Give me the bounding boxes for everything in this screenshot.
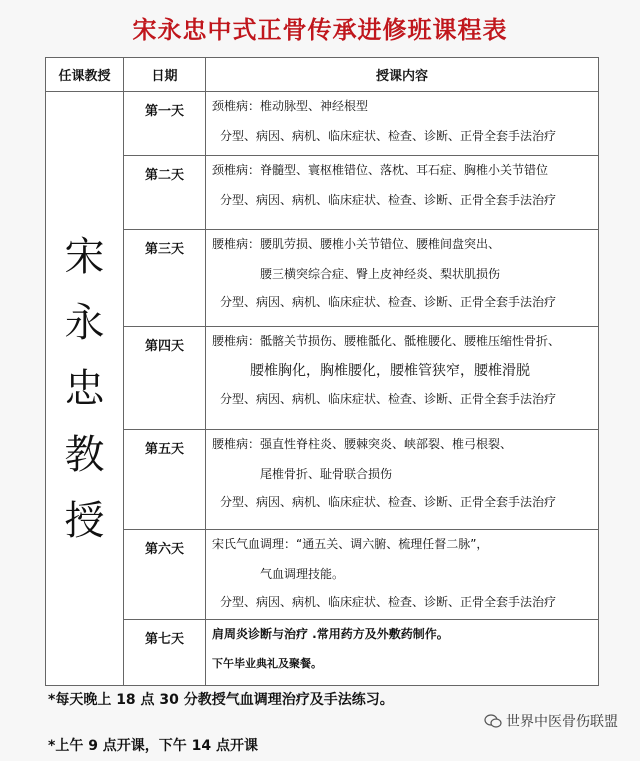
content-line: 分型、病因、病机、临床症状、检查、诊断、正骨全套手法治疗 — [220, 193, 557, 207]
table-row — [46, 92, 599, 156]
table-header-row — [46, 58, 599, 92]
teacher-name — [46, 224, 123, 554]
table-row — [46, 530, 599, 620]
table-row — [46, 327, 599, 430]
content-line: 腰椎病：强直性脊柱炎、腰棘突炎、峡部裂、椎弓根裂、 — [212, 437, 513, 451]
content-line: 尾椎骨折、耻骨联合损伤 — [260, 467, 393, 481]
content-line: 颈椎病：椎动脉型、神经根型 — [212, 99, 369, 113]
day-label: 第二天 — [124, 156, 206, 230]
table-row — [46, 620, 599, 686]
day-label: 第七天 — [124, 620, 206, 686]
header-date: 日期 — [124, 58, 206, 92]
content-line: 肩周炎诊断与治疗 .常用药方及外敷药制作。 — [212, 627, 449, 641]
day-label: 第三天 — [124, 230, 206, 327]
content-line: 腰椎胸化，胸椎腰化，腰椎管狭窄，腰椎滑脱 — [250, 363, 530, 379]
teacher-cell — [46, 92, 124, 686]
day-content — [206, 530, 599, 620]
content-line: 分型、病因、病机、临床症状、检查、诊断、正骨全套手法治疗 — [220, 595, 557, 609]
content-line: 气血调理技能。 — [260, 567, 345, 581]
header-content: 授课内容 — [206, 58, 599, 92]
content-line: 下午毕业典礼及聚餐。 — [212, 657, 322, 670]
footnote-schedule: *上午 9 点开课，下午 14 点开课 — [48, 738, 259, 754]
day-label: 第五天 — [124, 430, 206, 530]
content-line: 分型、病因、病机、临床症状、检查、诊断、正骨全套手法治疗 — [220, 495, 557, 509]
content-line: 分型、病因、病机、临床症状、检查、诊断、正骨全套手法治疗 — [220, 392, 557, 406]
watermark-text: 世界中医骨伤联盟 — [506, 714, 618, 730]
day-content — [206, 230, 599, 327]
content-line: 宋氏气血调理：“通五关、调六腑、梳理任督二脉”， — [212, 537, 489, 551]
teacher-name-char: 永 — [64, 299, 105, 346]
content-line: 颈椎病：脊髓型、寰枢椎错位、落枕、耳石症、胸椎小关节错位 — [212, 163, 549, 177]
page-title: 宋永忠中式正骨传承进修班课程表 — [132, 16, 508, 44]
teacher-name-char: 教 — [64, 431, 105, 478]
day-content — [206, 92, 599, 156]
wechat-icon — [484, 714, 502, 728]
day-content — [206, 620, 599, 686]
schedule-table — [45, 57, 599, 686]
footnote-evening: *每天晚上 18 点 30 分教授气血调理治疗及手法练习。 — [48, 692, 394, 708]
day-content — [206, 156, 599, 230]
content-line: 腰椎病：腰肌劳损、腰椎小关节错位、腰椎间盘突出、 — [212, 237, 501, 251]
day-label: 第一天 — [124, 92, 206, 156]
header-teacher: 任课教授 — [46, 58, 124, 92]
day-content — [206, 327, 599, 430]
teacher-name-char: 宋 — [64, 233, 105, 280]
teacher-name-char: 授 — [64, 497, 105, 544]
content-line: 分型、病因、病机、临床症状、检查、诊断、正骨全套手法治疗 — [220, 129, 557, 143]
table-row — [46, 230, 599, 327]
teacher-name-char: 忠 — [64, 365, 105, 412]
table-row — [46, 430, 599, 530]
day-content — [206, 430, 599, 530]
table-row — [46, 156, 599, 230]
content-line: 分型、病因、病机、临床症状、检查、诊断、正骨全套手法治疗 — [220, 295, 557, 309]
content-line: 腰三横突综合症、臀上皮神经炎、梨状肌损伤 — [260, 267, 501, 281]
day-label: 第六天 — [124, 530, 206, 620]
watermark — [484, 711, 618, 731]
content-line: 腰椎病：骶髂关节损伤、腰椎骶化、骶椎腰化、腰椎压缩性骨折、 — [212, 334, 561, 348]
day-label: 第四天 — [124, 327, 206, 430]
